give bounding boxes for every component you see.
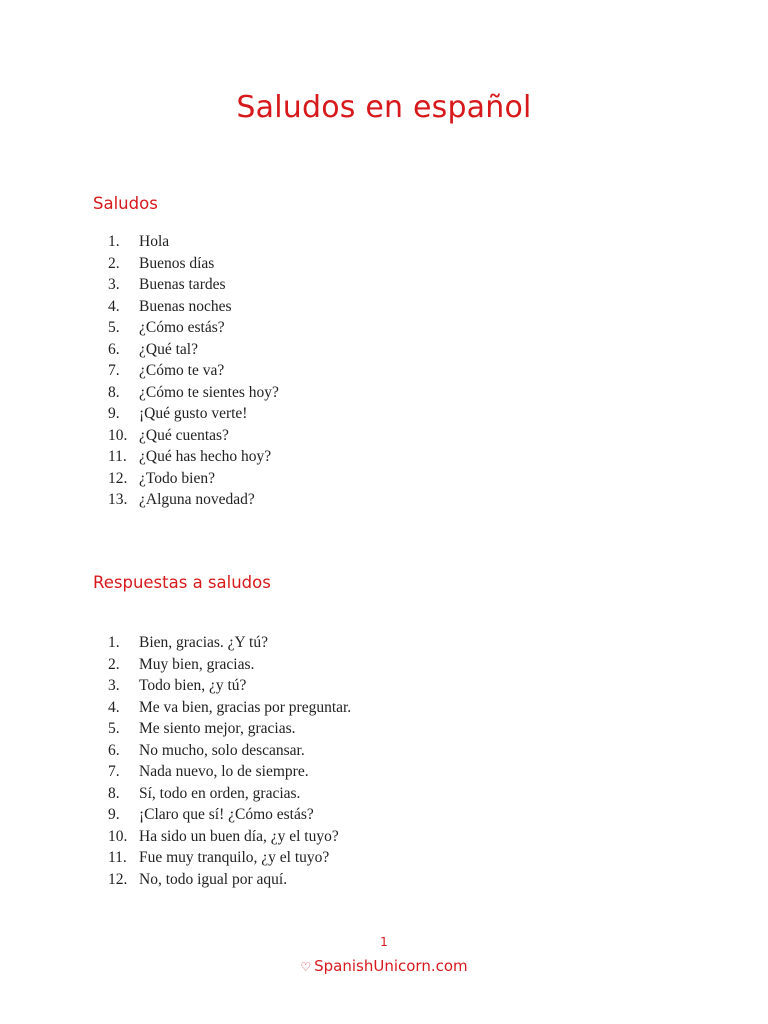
list-item-text: ¿Qué tal? xyxy=(139,340,198,358)
list-item-text: No, todo igual por aquí. xyxy=(139,870,288,888)
list-item xyxy=(108,296,279,318)
list-item-number: 9. xyxy=(108,405,120,422)
list-item-number: 10. xyxy=(108,426,128,444)
list-item xyxy=(108,675,351,697)
list-item-text: Nada nuevo, lo de siempre. xyxy=(139,763,309,780)
list-item-text: No mucho, solo descansar. xyxy=(139,741,305,759)
list-item xyxy=(108,425,279,447)
heart-icon: ♡ xyxy=(300,960,312,974)
list-item-text: ¿Alguna novedad? xyxy=(139,491,255,508)
document-title: Saludos en español xyxy=(236,90,532,125)
list-item xyxy=(108,697,351,719)
list-item-text: Bien, gracias. ¿Y tú? xyxy=(139,634,268,651)
list-item-number: 5. xyxy=(108,319,120,336)
list-item-text: ¡Claro que sí! ¿Cómo estás? xyxy=(139,806,314,823)
list-item-number: 6. xyxy=(108,340,120,358)
list-item-text: ¡Qué gusto verte! xyxy=(139,405,248,422)
list-item-number: 9. xyxy=(108,806,120,823)
list-item-number: 11. xyxy=(108,849,127,866)
list-item xyxy=(108,783,351,805)
list-item-text: Me va bien, gracias por preguntar. xyxy=(139,698,352,716)
list-item-number: 4. xyxy=(108,297,120,315)
list-item-text: Todo bien, ¿y tú? xyxy=(139,677,247,694)
list-item xyxy=(108,489,279,511)
list-item xyxy=(108,339,279,361)
list-item xyxy=(108,654,351,676)
list-item-text: Muy bien, gracias. xyxy=(139,655,255,673)
list-item xyxy=(108,718,351,740)
site-link[interactable]: SpanishUnicorn.com xyxy=(314,957,468,975)
list-item-number: 10. xyxy=(108,827,128,845)
list-item xyxy=(108,446,279,468)
list-item-number: 6. xyxy=(108,741,120,759)
list-item-text: Hola xyxy=(139,233,170,250)
list-item-text: Me siento mejor, gracias. xyxy=(139,720,296,737)
list-item-text: Buenas noches xyxy=(139,297,232,315)
list-item-text: ¿Todo bien? xyxy=(139,469,215,487)
list-item-number: 12. xyxy=(108,469,128,487)
list-item-text: Sí, todo en orden, gracias. xyxy=(139,784,301,802)
list-item-text: ¿Qué has hecho hoy? xyxy=(139,448,272,465)
responses-list xyxy=(108,632,351,890)
list-item-number: 8. xyxy=(108,383,120,401)
list-item-number: 7. xyxy=(108,763,120,780)
list-item xyxy=(108,382,279,404)
list-item-number: 8. xyxy=(108,784,120,802)
list-item-number: 1. xyxy=(108,233,120,250)
list-item-number: 3. xyxy=(108,677,120,694)
list-item-number: 3. xyxy=(108,276,120,293)
list-item xyxy=(108,253,279,275)
page-number: 1 xyxy=(380,935,388,949)
list-item xyxy=(108,231,279,253)
list-item-number: 1. xyxy=(108,634,120,651)
footer-site xyxy=(0,956,768,977)
list-item-number: 7. xyxy=(108,362,120,379)
list-item-number: 2. xyxy=(108,254,120,272)
list-item xyxy=(108,740,351,762)
section-heading-respuestas: Respuestas a saludos xyxy=(93,573,271,592)
list-item-number: 4. xyxy=(108,698,120,716)
list-item xyxy=(108,847,351,869)
list-item-number: 11. xyxy=(108,448,127,465)
list-item xyxy=(108,869,351,891)
list-item xyxy=(108,274,279,296)
list-item-number: 2. xyxy=(108,655,120,673)
list-item xyxy=(108,632,351,654)
list-item-text: Buenos días xyxy=(139,254,215,272)
list-item xyxy=(108,403,279,425)
list-item-text: Fue muy tranquilo, ¿y el tuyo? xyxy=(139,849,330,866)
greetings-list xyxy=(108,231,279,511)
list-item-number: 12. xyxy=(108,870,128,888)
list-item-text: ¿Cómo estás? xyxy=(139,319,225,336)
list-item xyxy=(108,360,279,382)
list-item-number: 5. xyxy=(108,720,120,737)
list-item-number: 13. xyxy=(108,491,128,508)
list-item-text: Ha sido un buen día, ¿y el tuyo? xyxy=(139,827,339,845)
list-item-text: ¿Cómo te sientes hoy? xyxy=(139,383,279,401)
list-item-text: ¿Cómo te va? xyxy=(139,362,225,379)
list-item xyxy=(108,761,351,783)
list-item-text: ¿Qué cuentas? xyxy=(139,426,229,444)
list-item xyxy=(108,317,279,339)
list-item-text: Buenas tardes xyxy=(139,276,226,293)
list-item xyxy=(108,804,351,826)
list-item xyxy=(108,826,351,848)
list-item xyxy=(108,468,279,490)
section-heading-saludos: Saludos xyxy=(93,194,158,213)
